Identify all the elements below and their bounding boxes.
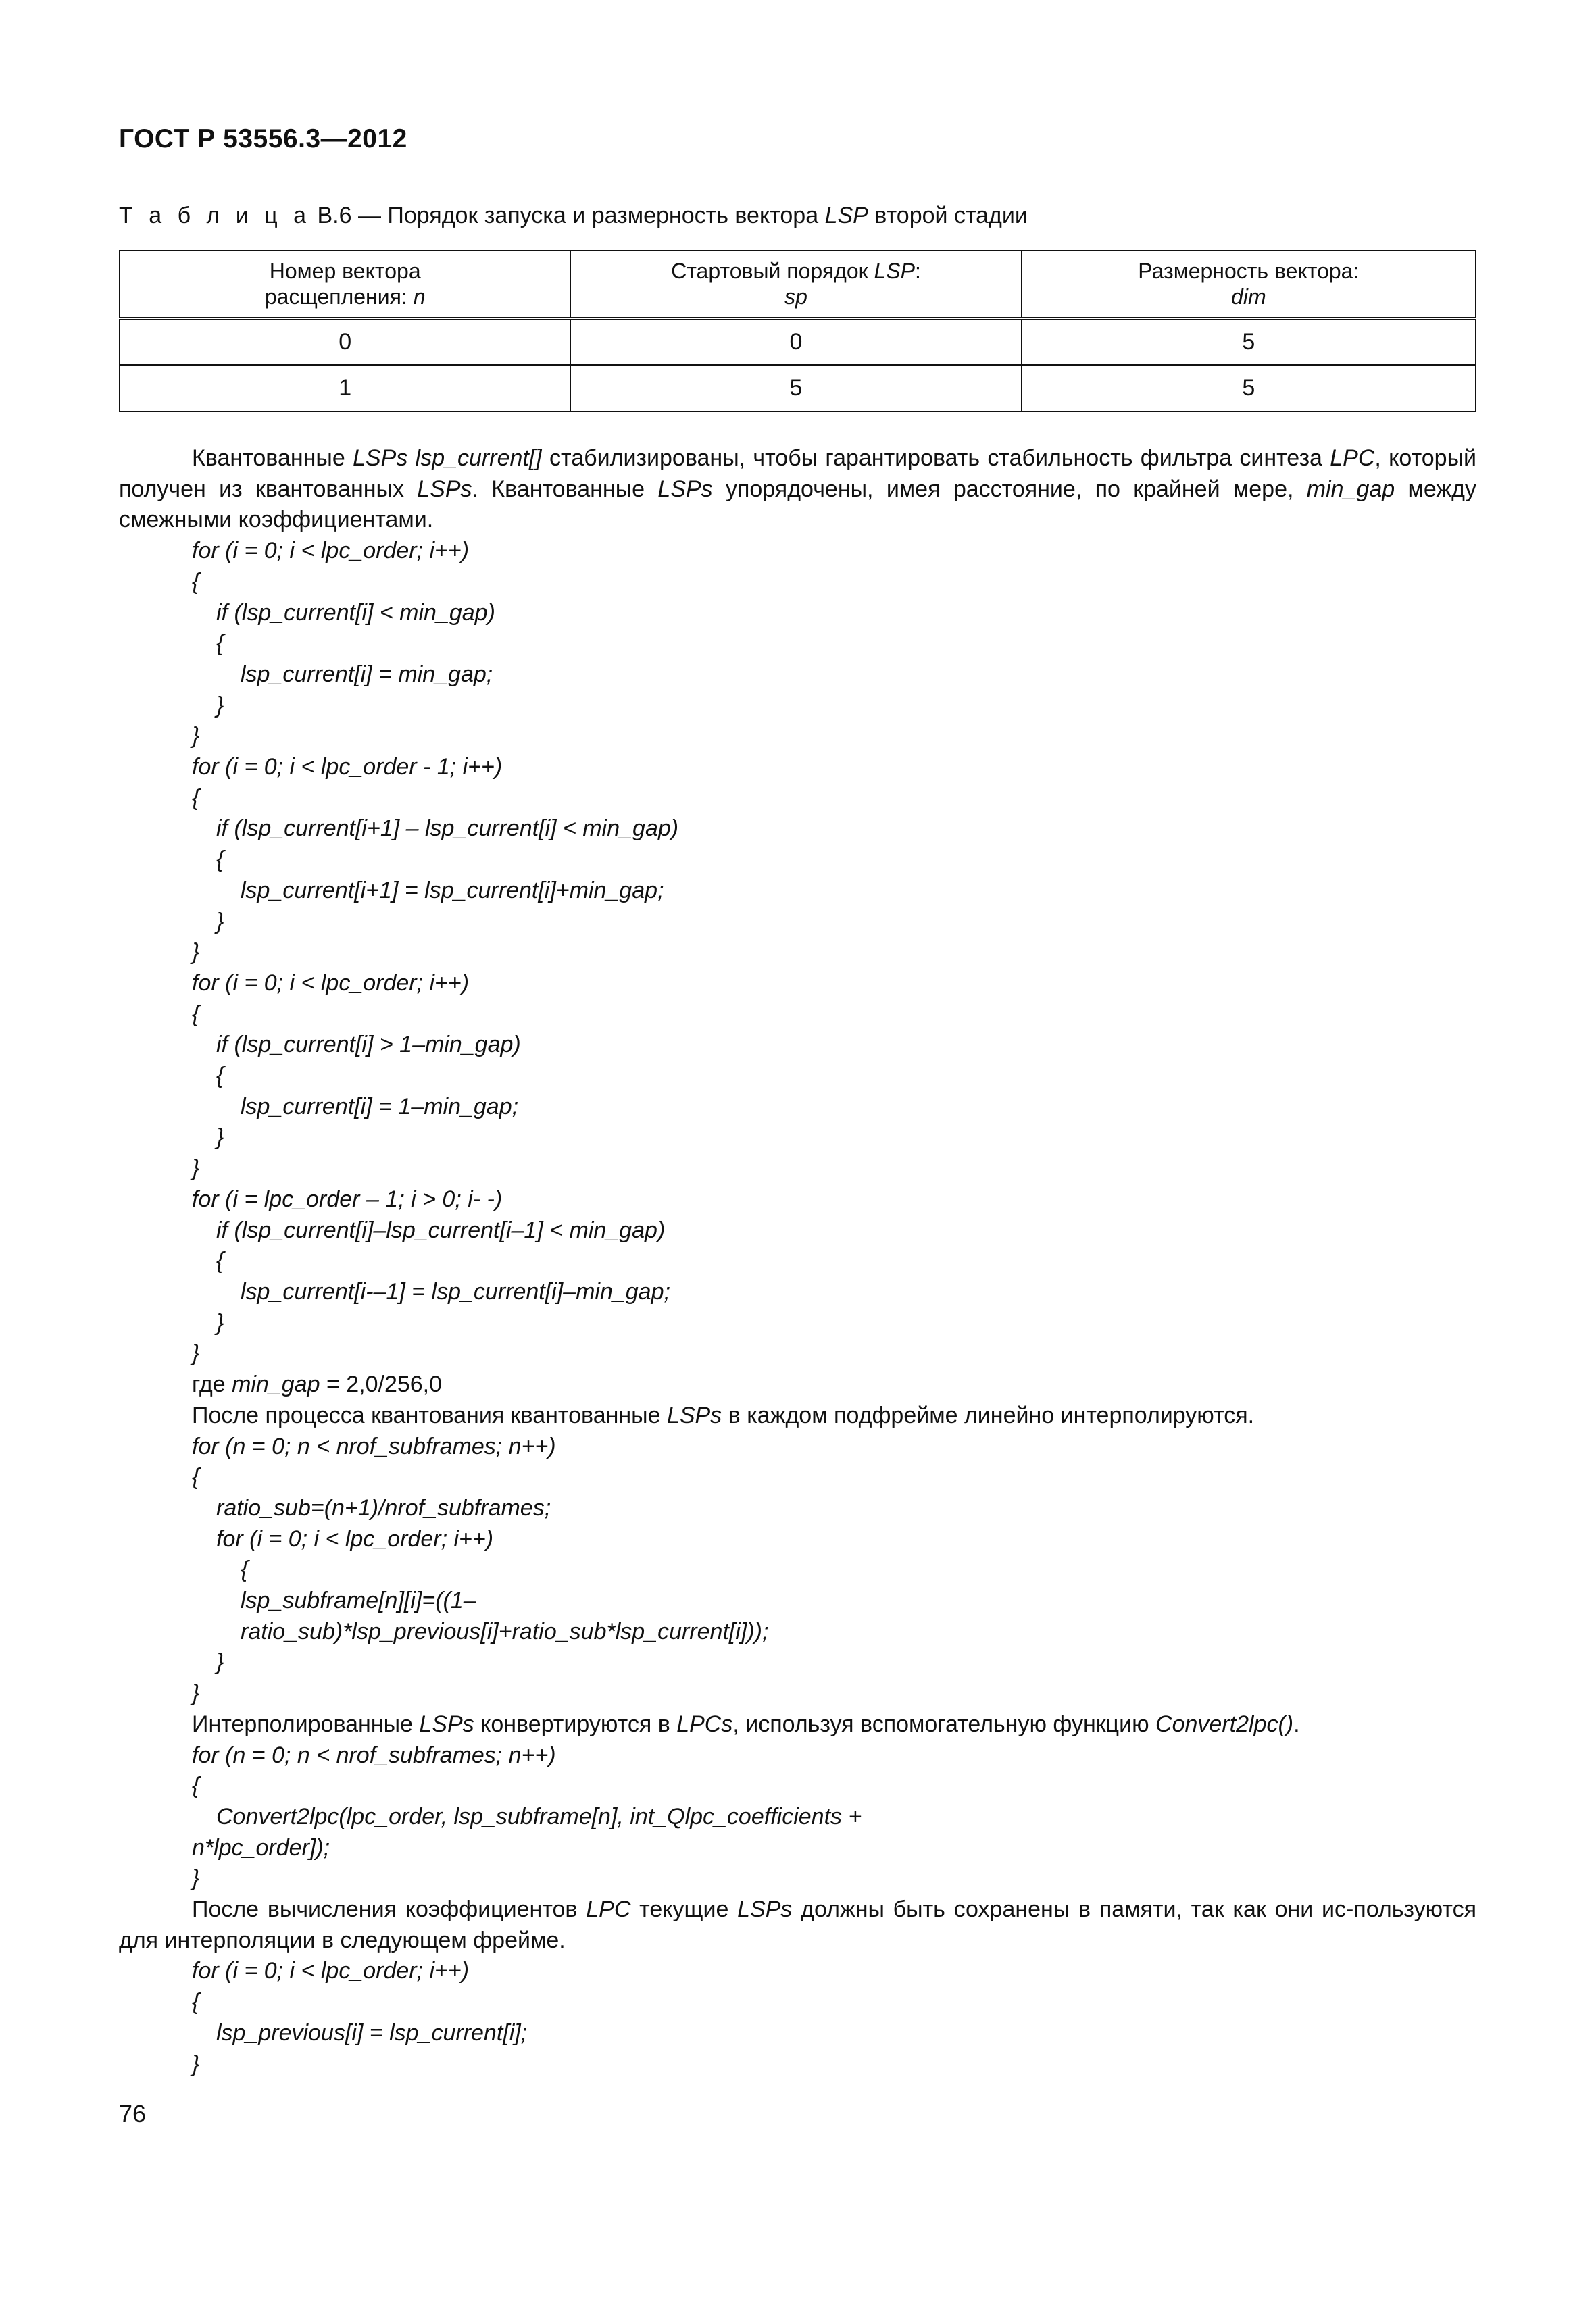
code-line: }: [216, 908, 224, 934]
column-header-line: Размерность вектора:: [1138, 259, 1360, 284]
code-line: ratio_sub)*lsp_previous[i]+ratio_sub*lsp_current[i]));: [241, 1618, 769, 1644]
table-caption-lsp: LSP: [824, 203, 868, 228]
code-line: }: [216, 1649, 224, 1676]
text-run: , используя вспомогательную функцию: [732, 1711, 1156, 1737]
lsp-table: [119, 250, 1476, 412]
code-line: for (i = 0; i < lpc_order; i++): [192, 1958, 470, 1984]
column-header-var: n: [413, 284, 426, 309]
code-line: {: [216, 847, 224, 873]
code-line: for (i = 0; i < lpc_order - 1; i++): [192, 754, 503, 780]
code-line: lsp_current[i] = min_gap;: [241, 661, 493, 687]
document-header: ГОСТ Р 53556.3—2012: [119, 124, 407, 153]
column-header-dimension: [1022, 251, 1476, 318]
code-block-stabilize: [119, 536, 1476, 1369]
text-run: в каждом подфрейме линейно интерполируются.: [722, 1402, 1255, 1428]
code-line: {: [192, 1001, 200, 1027]
text-run: LSPs: [657, 476, 713, 502]
text-run: между смежными коэффициентами.: [119, 476, 1476, 533]
table-caption: [119, 203, 1028, 229]
text-run: Convert2lpc(): [1155, 1711, 1294, 1737]
table-cell: 0: [570, 318, 1021, 365]
paragraph-stabilization: [119, 443, 1476, 536]
text-run: , который получен из квантованных: [119, 445, 1477, 502]
text-run: стабилизированы, чтобы гарантировать стабильность фильтра синтеза: [541, 445, 1330, 471]
text-run: . Квантованные: [472, 476, 658, 502]
code-line: lsp_current[i+1] = lsp_current[i]+min_gap;: [241, 877, 664, 903]
column-header-var: LSP: [874, 259, 915, 284]
code-line: if (lsp_current[i] < min_gap): [216, 599, 495, 626]
code-line: lsp_previous[i] = lsp_current[i];: [216, 2019, 528, 2046]
column-header-line: [571, 258, 1020, 284]
code-line: for (n = 0; n < nrof_subframes; n++): [192, 1433, 556, 1459]
table-cell: 1: [120, 365, 570, 411]
text-run: LSPs: [419, 1711, 474, 1737]
code-line: }: [192, 939, 200, 965]
code-line: }: [192, 2051, 200, 2077]
conversion-sentence: [119, 1709, 1476, 1740]
page-number: 76: [119, 2100, 147, 2128]
code-block-convert: [119, 1740, 1476, 1895]
column-header-line: [120, 284, 570, 309]
text-run: текущие: [630, 1896, 738, 1923]
column-header-line: Номер вектора: [269, 259, 421, 284]
text-run: LPC: [1330, 445, 1375, 471]
table-row: [120, 318, 1476, 365]
paragraph-save-lsps: [119, 1894, 1476, 1956]
table-caption-tail: второй стадии: [868, 203, 1028, 228]
where-line: [119, 1369, 1476, 1401]
text-run: После процесса квантования квантованные: [192, 1402, 667, 1428]
interpolation-sentence: [119, 1401, 1476, 1432]
text-run: конвертируются в: [474, 1711, 677, 1737]
code-line: lsp_current[i-–1] = lsp_current[i]–min_gap;: [241, 1278, 670, 1305]
code-block-interpolate: [119, 1432, 1476, 1709]
column-header-line: sp: [784, 284, 807, 309]
column-header-vector-number: [120, 251, 570, 318]
text-run: LSPs: [666, 1402, 722, 1428]
text-run: LPC: [586, 1896, 631, 1923]
text-run: где: [192, 1372, 232, 1398]
code-line: lsp_current[i] = 1–min_gap;: [241, 1093, 519, 1120]
table-row: [120, 365, 1476, 411]
code-line: if (lsp_current[i]–lsp_current[i–1] < min_gap): [216, 1217, 666, 1243]
table-cell: 5: [1022, 318, 1476, 365]
code-line: {: [241, 1557, 249, 1583]
code-line: {: [216, 630, 224, 657]
code-line: }: [192, 1865, 200, 1892]
code-line: for (n = 0; n < nrof_subframes; n++): [192, 1742, 556, 1768]
code-line: {: [216, 1248, 224, 1274]
code-block-save: [119, 1956, 1476, 2080]
text-run: LSPs: [737, 1896, 793, 1923]
text-run: Квантованные: [192, 445, 353, 471]
text-run: = 2,0/256,0: [320, 1372, 443, 1398]
code-line: }: [192, 723, 200, 749]
text-run: LSPs: [417, 476, 472, 502]
table-caption-label: Т а б л и ц а: [119, 203, 311, 228]
text-run: min_gap: [232, 1372, 320, 1398]
text-run: должны быть сохранены в памяти, так как они ис-пользуются для интерполяции в следующем фрейме.: [119, 1896, 1476, 1953]
code-line: }: [192, 1155, 200, 1182]
code-line: {: [192, 1773, 200, 1799]
text-run: Интерполированные: [192, 1711, 420, 1737]
column-header-line: dim: [1231, 284, 1266, 309]
column-header-text: Стартовый порядок: [671, 259, 874, 284]
table-cell: 5: [1022, 365, 1476, 411]
code-line: for (i = 0; i < lpc_order; i++): [216, 1526, 494, 1552]
column-header-start-order: [570, 251, 1021, 318]
code-line: }: [192, 1340, 200, 1367]
code-line: {: [192, 568, 200, 595]
text-run: упорядочены, имея расстояние, по крайней мере,: [712, 476, 1307, 502]
code-line: if (lsp_current[i] > 1–min_gap): [216, 1032, 521, 1058]
code-line: }: [216, 692, 224, 718]
code-line: lsp_subframe[n][i]=((1–: [241, 1588, 476, 1614]
text-run: После вычисления коэффициентов: [192, 1896, 587, 1923]
table-cell: 0: [120, 318, 570, 365]
code-line: n*lpc_order]);: [192, 1834, 330, 1861]
text-run: min_gap: [1306, 476, 1395, 502]
code-line: {: [192, 1989, 200, 2015]
code-line: Convert2lpc(lpc_order, lsp_subframe[n], int_Qlpc_coefficients +: [216, 1803, 862, 1830]
table-caption-number: В.6 — Порядок запуска и размерность вектора: [311, 203, 825, 228]
code-line: {: [192, 1464, 200, 1490]
code-line: ratio_sub=(n+1)/nrof_subframes;: [216, 1494, 551, 1521]
code-line: }: [216, 1309, 224, 1336]
code-line: for (i = 0; i < lpc_order; i++): [192, 970, 470, 996]
body-text: [119, 443, 1476, 2080]
column-header-colon: :: [915, 259, 921, 284]
column-header-text: расщепления:: [264, 284, 414, 309]
code-line: }: [192, 1680, 200, 1707]
text-run: LPCs: [676, 1711, 733, 1737]
code-line: for (i = 0; i < lpc_order; i++): [192, 538, 470, 564]
code-line: if (lsp_current[i+1] – lsp_current[i] < min_gap): [216, 815, 679, 842]
table-cell: 5: [570, 365, 1021, 411]
text-run: .: [1293, 1711, 1300, 1737]
code-line: }: [216, 1124, 224, 1151]
code-line: {: [216, 1063, 224, 1089]
text-run: LSPs lsp_current[]: [353, 445, 542, 471]
code-line: for (i = lpc_order – 1; i > 0; i- -): [192, 1186, 503, 1212]
code-line: {: [192, 784, 200, 811]
table-header-row: [120, 251, 1476, 318]
